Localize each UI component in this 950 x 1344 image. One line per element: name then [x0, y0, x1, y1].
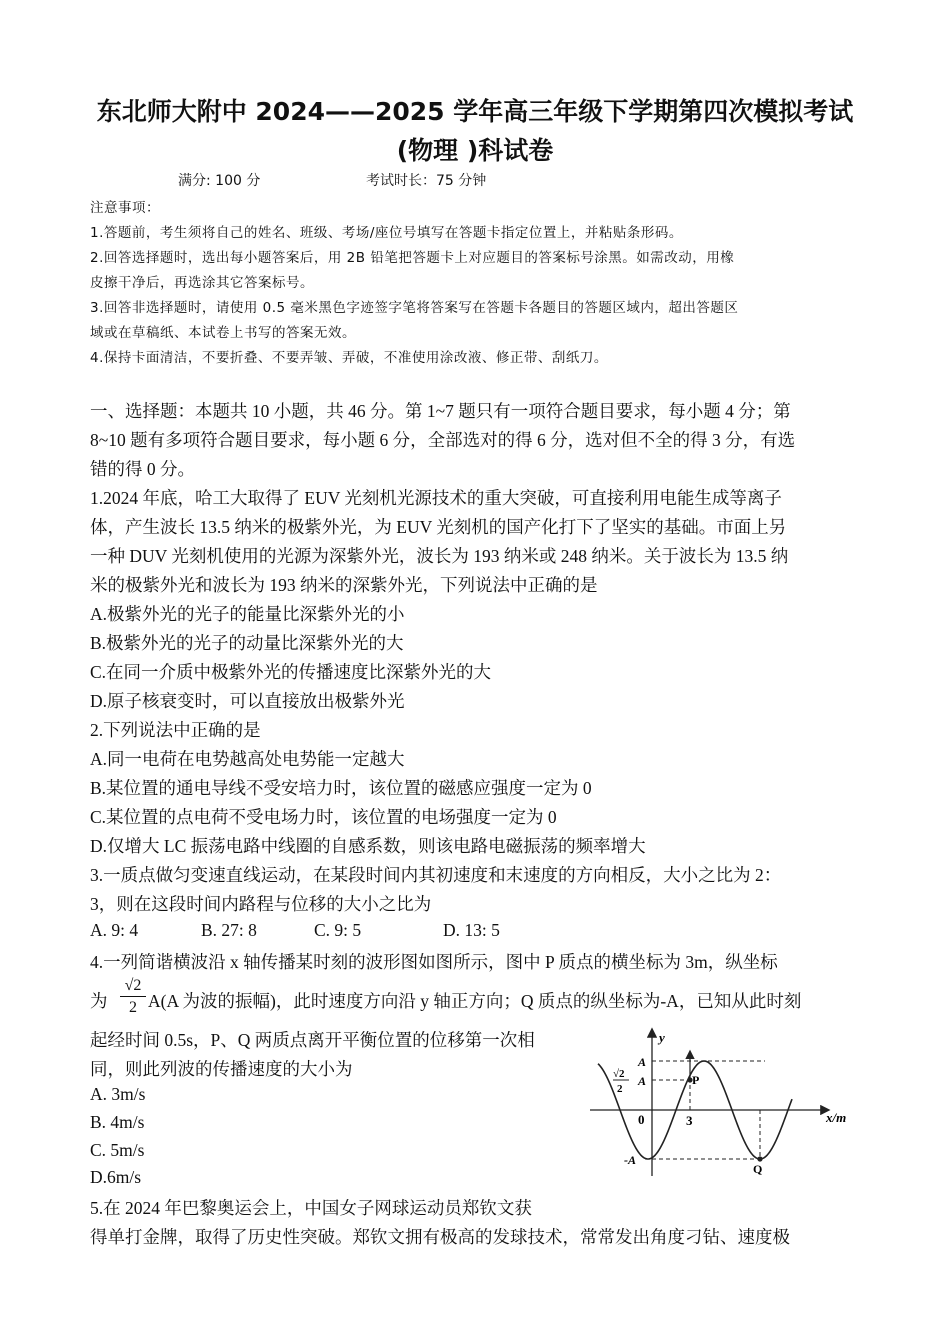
- amp-label: A: [638, 1055, 647, 1069]
- x-tick-label: 3: [686, 1113, 693, 1128]
- q1-stem-line: 一种 DUV 光刻机使用的光源为深紫外光，波长为 193 纳米或 248 纳米。关于波长为 13.5 纳: [90, 546, 789, 566]
- q4-option-b: B. 4m/s: [90, 1112, 145, 1132]
- y-axis-label: y: [659, 1030, 665, 1045]
- point-q: [757, 1156, 762, 1161]
- q-label: Q: [753, 1162, 763, 1176]
- q4-stem-line1: 4.一列简谐横波沿 x 轴传播某时刻的波形图如图所示，图中 P 质点的横坐标为 3m，纵坐标: [90, 952, 778, 972]
- q4-option-d: D.6m/s: [90, 1167, 142, 1187]
- q1-option-a: A.极紫外光的光子的能量比深紫外光的小: [90, 604, 405, 624]
- section-intro-line: 一、选择题：本题共 10 小题，共 46 分。第 1~7 题只有一项符合题目要求，每小题 4 分；第: [90, 401, 791, 421]
- exam-title-line2: (物理 )科试卷: [396, 136, 554, 165]
- q5-stem-line: 5.在 2024 年巴黎奥运会上，中国女子网球运动员郑钦文获: [90, 1198, 532, 1218]
- q4-fraction-denominator: 2: [129, 999, 137, 1016]
- q3-stem-line: 3，则在这段时间内路程与位移的大小之比为: [90, 894, 432, 914]
- exam-title-line1: 东北师大附中 2024——2025 学年高三年级下学期第四次模拟考试: [96, 97, 854, 126]
- notice-line: 皮擦干净后，再选涂其它答案标号。: [90, 275, 314, 291]
- p-frac-numerator: √2: [613, 1068, 625, 1080]
- origin-label: 0: [638, 1112, 645, 1127]
- q2-option-b: B.某位置的通电导线不受安培力时，该位置的磁感应强度一定为 0: [90, 778, 592, 798]
- q4-line2-suffix: A(A 为波的振幅)，此时速度方向沿 y 轴正方向；Q 质点的纵坐标为-A，已知从此时刻: [148, 991, 802, 1011]
- q2-option-a: A.同一电荷在电势越高处电势能一定越大: [90, 749, 405, 769]
- exam-duration: 考试时长：75 分钟: [366, 173, 487, 189]
- q1-option-b: B.极紫外光的光子的动量比深紫外光的大: [90, 633, 404, 653]
- p-label: P: [692, 1073, 700, 1087]
- q2-option-c: C.某位置的点电荷不受电场力时，该位置的电场强度一定为 0: [90, 807, 557, 827]
- notice-line: 1.答题前，考生须将自己的姓名、班级、考场/座位号填写在答题卡指定位置上，并粘贴条形码。: [90, 225, 683, 241]
- q1-stem-line: 1.2024 年底，哈工大取得了 EUV 光刻机光源技术的重大突破，可直接利用电能生成等离子: [90, 488, 782, 508]
- q4-option-c: C. 5m/s: [90, 1140, 145, 1160]
- q3-option-d: D. 13: 5: [443, 920, 500, 940]
- notice-line: 3.回答非选择题时，请使用 0.5 毫米黑色字迹签字笔将答案写在答题卡各题目的答题区域内，超出答题区: [90, 300, 739, 316]
- q4-fraction-numerator: √2: [120, 976, 146, 997]
- q3-option-b: B. 27: 8: [201, 920, 257, 940]
- q1-option-d: D.原子核衰变时，可以直接放出极紫外光: [90, 691, 405, 711]
- q1-option-c: C.在同一介质中极紫外光的传播速度比深紫外光的大: [90, 662, 492, 682]
- q4-option-a: A. 3m/s: [90, 1084, 146, 1104]
- notice-line: 2.回答选择题时，选出每小题答案后，用 2B 铅笔把答题卡上对应题目的答案标号涂黑。如需改动，用橡: [90, 250, 735, 266]
- p-frac-suffix: A: [638, 1074, 647, 1088]
- q3-stem-line: 3.一质点做匀变速直线运动，在某段时间内其初速度和末速度的方向相反，大小之比为 2：: [90, 865, 782, 885]
- q4-stem-line4: 同，则此列波的传播速度的大小为: [90, 1059, 353, 1079]
- q4-stem-line3: 起经时间 0.5s，P、Q 两质点离开平衡位置的位移第一次相: [90, 1030, 535, 1050]
- q2-option-d: D.仅增大 LC 振荡电路中线圈的自感系数，则该电路电磁振荡的频率增大: [90, 836, 646, 856]
- q1-stem-line: 体，产生波长 13.5 纳米的极紫外光，为 EUV 光刻机的国产化打下了坚实的基础。市面上另: [90, 517, 787, 537]
- wave-figure: [585, 1020, 860, 1180]
- q3-option-c: C. 9: 5: [314, 920, 362, 940]
- notice-line: 4.保持卡面清洁，不要折叠、不要弄皱、弄破，不准使用涂改液、修正带、刮纸刀。: [90, 350, 608, 366]
- q4-line2-prefix: 为: [90, 991, 108, 1011]
- section-intro-line: 错的得 0 分。: [90, 459, 195, 479]
- x-axis-label: x/m: [826, 1110, 847, 1125]
- q1-stem-line: 米的极紫外光和波长为 193 纳米的深紫外光，下列说法中正确的是: [90, 575, 598, 595]
- full-score: 满分: 100 分: [178, 173, 261, 189]
- notice-line: 域或在草稿纸、本试卷上书写的答案无效。: [90, 325, 356, 341]
- q5-stem-line: 得单打金牌，取得了历史性突破。郑钦文拥有极高的发球技术，常常发出角度刁钻、速度极: [90, 1227, 790, 1247]
- section-intro-line: 8~10 题有多项符合题目要求，每小题 6 分，全部选对的得 6 分，选对但不全的得 3 分，有选: [90, 430, 796, 450]
- q3-option-a: A. 9: 4: [90, 920, 139, 940]
- q2-stem: 2.下列说法中正确的是: [90, 720, 261, 740]
- notice-heading: 注意事项：: [90, 200, 160, 216]
- neg-amp-label: -A: [624, 1153, 636, 1167]
- p-frac-denominator: 2: [617, 1083, 623, 1095]
